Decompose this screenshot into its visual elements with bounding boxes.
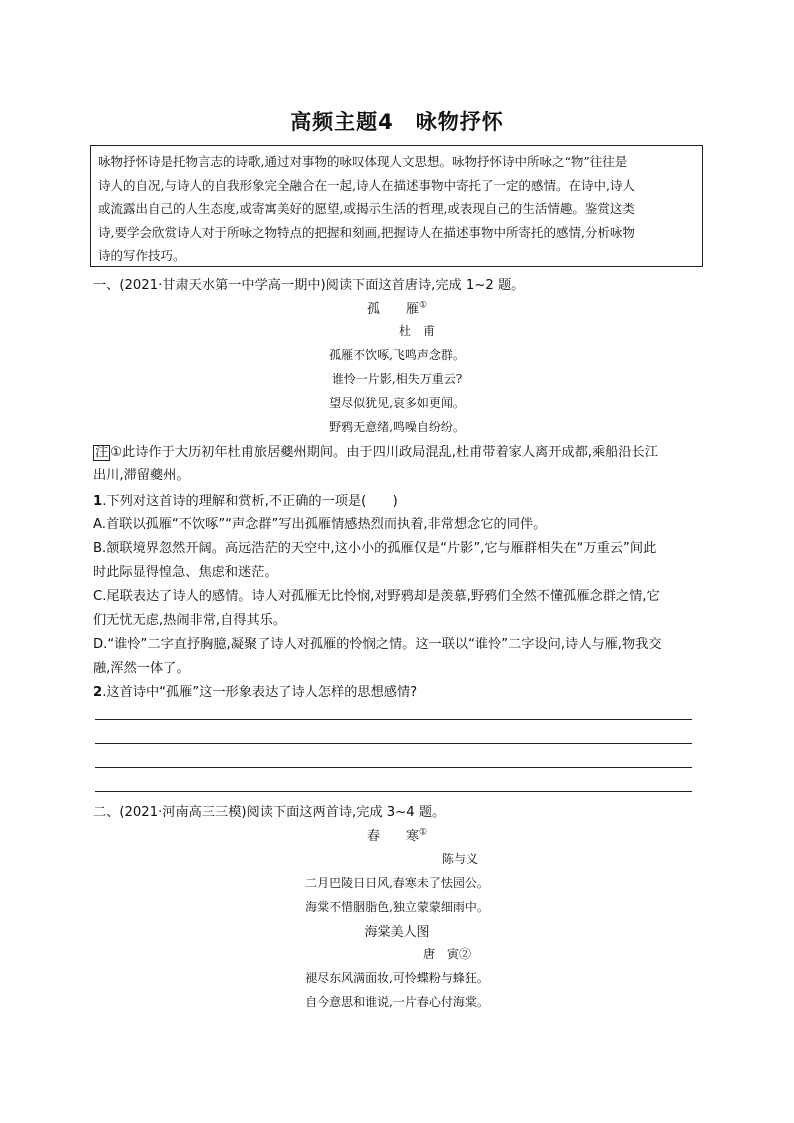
footnote: 注 ①此诗作于大历初年杜甫旅居夔州期间。由于四川政局混乱,杜甫带着家人离开成都,乘船沿长江 bbox=[95, 445, 658, 460]
intro-line: 咏物抒怀诗是托物言志的诗歌,通过对事物的咏叹体现人文思想。咏物抒怀诗中所咏之“物”往往是 bbox=[98, 154, 628, 169]
poem-title: 春 寒① bbox=[366, 827, 428, 844]
footnote-marker: ① bbox=[418, 300, 428, 311]
option-b: B.颔联境界忽然开阔。高远浩茫的天空中,这小小的孤雁仅是“片影”,它与雁群相失在“万重云”间此 bbox=[93, 541, 657, 556]
option-a: A.首联以孤雁“不饮啄”“声念群”写出孤雁情感热烈而执着,非常想念它的同伴。 bbox=[93, 517, 547, 532]
poem-title: 海棠美人图 bbox=[364, 925, 430, 940]
answer-line[interactable] bbox=[95, 719, 692, 720]
intro-line: 诗的写作技巧。 bbox=[98, 248, 186, 263]
option-b-cont: 时此际显得惶急、焦虑和迷茫。 bbox=[93, 565, 278, 580]
note-mark: 注 bbox=[95, 445, 109, 460]
question-1: 1.下列对这首诗的理解和赏析,不正确的一项是( ) bbox=[93, 494, 398, 509]
page-title: 高频主题4 咏物抒怀 bbox=[290, 110, 504, 134]
section1-heading: 一、(2021·甘肃天水第一中学高一期中)阅读下面这首唐诗,完成 1~2 题。 bbox=[93, 278, 525, 293]
intro-line: 或流露出自己的人生态度,或寄寓美好的愿望,或揭示生活的哲理,或表现自己的生活情趣。鉴赏这类 bbox=[98, 201, 635, 216]
poem-line: 野鸦无意绪,鸣噪自纷纷。 bbox=[329, 420, 465, 434]
question-2: 2.这首诗中“孤雁”这一形象表达了诗人怎样的思想感情? bbox=[93, 685, 418, 700]
poem-line: 海棠不惜胭脂色,独立蒙蒙细雨中。 bbox=[305, 900, 489, 914]
option-c-cont: 们无忧无虑,热闹非常,自得其乐。 bbox=[93, 613, 287, 628]
answer-line[interactable] bbox=[95, 791, 692, 792]
poem-line: 望尽似犹见,哀多如更闻。 bbox=[329, 396, 465, 410]
poem-author: 唐 寅② bbox=[422, 947, 471, 961]
footnote-cont: 出川,滞留夔州。 bbox=[93, 468, 190, 483]
intro-box bbox=[90, 145, 703, 267]
footnote-marker: ① bbox=[418, 827, 428, 838]
option-c: C.尾联表达了诗人的感情。诗人对孤雁无比怜悯,对野鸦却是羡慕,野鸦们全然不懂孤雁念群之情,它 bbox=[93, 589, 660, 604]
section2-heading: 二、(2021·河南高三三模)阅读下面这两首诗,完成 3~4 题。 bbox=[93, 805, 446, 820]
intro-line: 诗,要学会欣赏诗人对于所咏之物特点的把握和刻画,把握诗人在描述事物中所寄托的感情,分析咏物 bbox=[98, 224, 635, 240]
poem-line: 谁怜一片影,相失万重云? bbox=[331, 372, 463, 386]
poem-line: 二月巴陵日日风,春寒未了怯园公。 bbox=[305, 876, 489, 890]
poem-author: 陈与义 bbox=[441, 852, 478, 866]
poem-title: 孤 雁① bbox=[366, 300, 428, 317]
answer-line[interactable] bbox=[95, 743, 692, 744]
poem-line: 孤雁不饮啄,飞鸣声念群。 bbox=[329, 348, 465, 362]
poem-author: 杜 甫 bbox=[398, 324, 435, 338]
intro-line: 诗人的自况,与诗人的自我形象完全融合在一起,诗人在描述事物中寄托了一定的感情。在诗中,诗人 bbox=[98, 177, 635, 193]
option-d: D.“谁怜”二字直抒胸臆,凝聚了诗人对孤雁的怜悯之情。这一联以“谁怜”二字设问,诗人与雁,物我交 bbox=[93, 637, 662, 652]
option-d-cont: 融,浑然一体了。 bbox=[93, 661, 190, 676]
poem-line: 自今意思和谁说,一片春心付海棠。 bbox=[305, 995, 489, 1009]
poem-line: 褪尽东风满面妆,可怜蝶粉与蜂狂。 bbox=[305, 971, 489, 985]
answer-line[interactable] bbox=[95, 767, 692, 768]
